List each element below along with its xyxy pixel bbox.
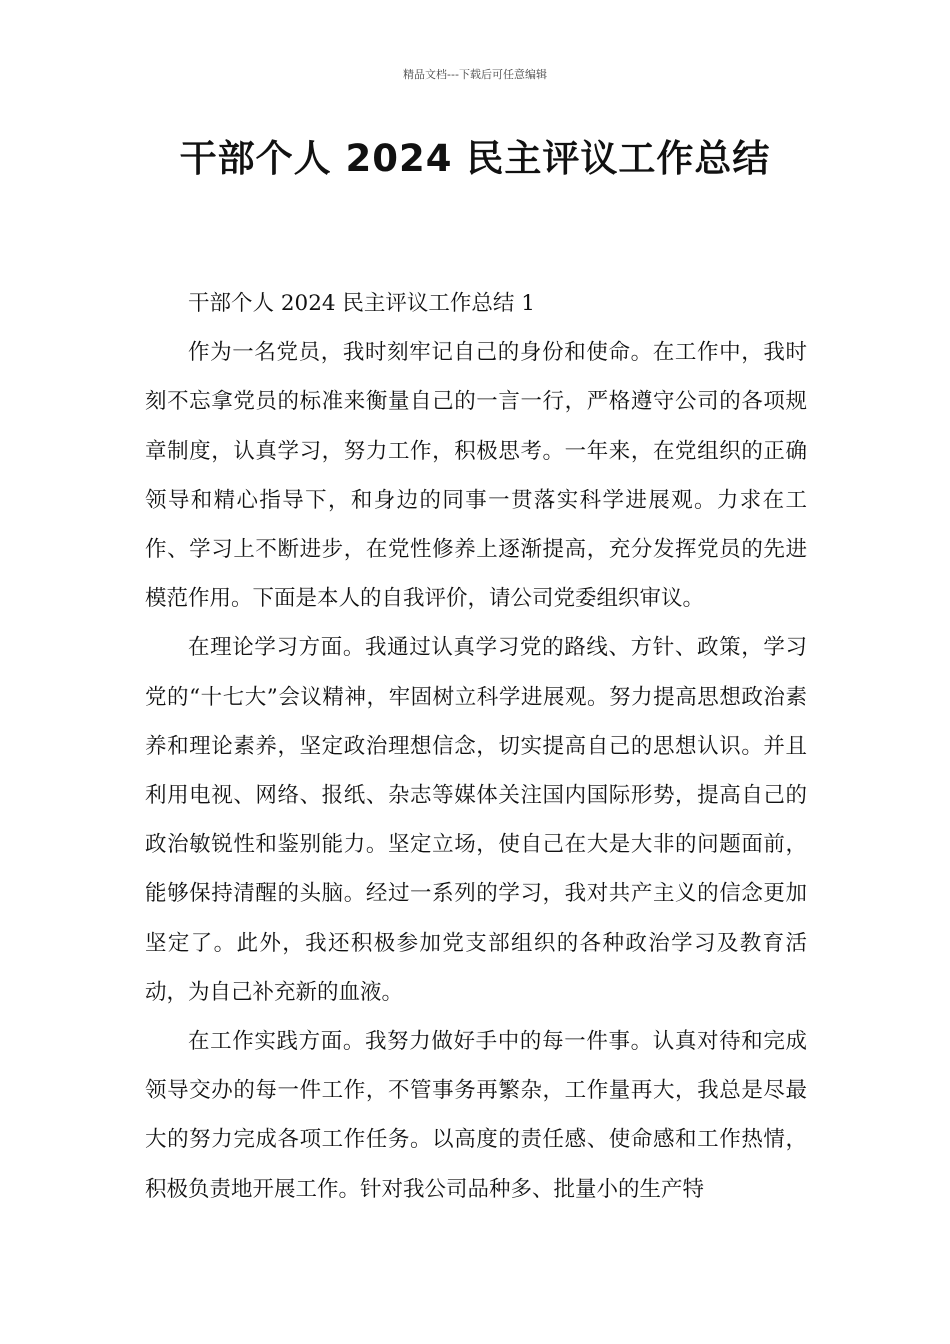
section-heading: 干部个人 2024 民主评议工作总结 1 [188, 291, 535, 316]
document-body [145, 279, 807, 1214]
document-title: 干部个人 2024 民主评议工作总结 [179, 137, 771, 180]
page-header-note: 精品文档---下载后可任意编辑 [403, 68, 547, 81]
paragraph-theory-study: 在理论学习方面。我通过认真学习党的路线、方针、政策，学习党的“十七大”会议精神，牢固树立科学进展观。努力提高思想政治素养和理论素养，坚定政治理想信念，切实提高自己的思想认识。并且利用电视、网络、报纸、杂志等媒体关注国内国际形势，提高自己的政治敏锐性和鉴别能力。坚定立场，使自己在大是大非的问题面前，能够保持清醒的头脑。经过一系列的学习，我对共产主义的信念更加坚定了。此外，我还积极参加党支部组织的各种政治学习及教育活动，为自己补充新的血液。 [145, 635, 807, 1005]
paragraph-intro: 作为一名党员，我时刻牢记自己的身份和使命。在工作中，我时刻不忘拿党员的标准来衡量自己的一言一行，严格遵守公司的各项规章制度，认真学习，努力工作，积极思考。一年来，在党组织的正确领导和精心指导下，和身边的同事一贯落实科学进展观。力求在工作、学习上不断进步，在党性修养上逐渐提高，充分发挥党员的先进模范作用。下面是本人的自我评价，请公司党委组织审议。 [145, 340, 807, 612]
paragraph-work-practice: 在工作实践方面。我努力做好手中的每一件事。认真对待和完成领导交办的每一件工作，不管事务再繁杂，工作量再大，我总是尽最大的努力完成各项工作任务。以高度的责任感、使命感和工作热情，积极负责地开展工作。针对我公司品种多、批量小的生产特 [145, 1029, 807, 1202]
